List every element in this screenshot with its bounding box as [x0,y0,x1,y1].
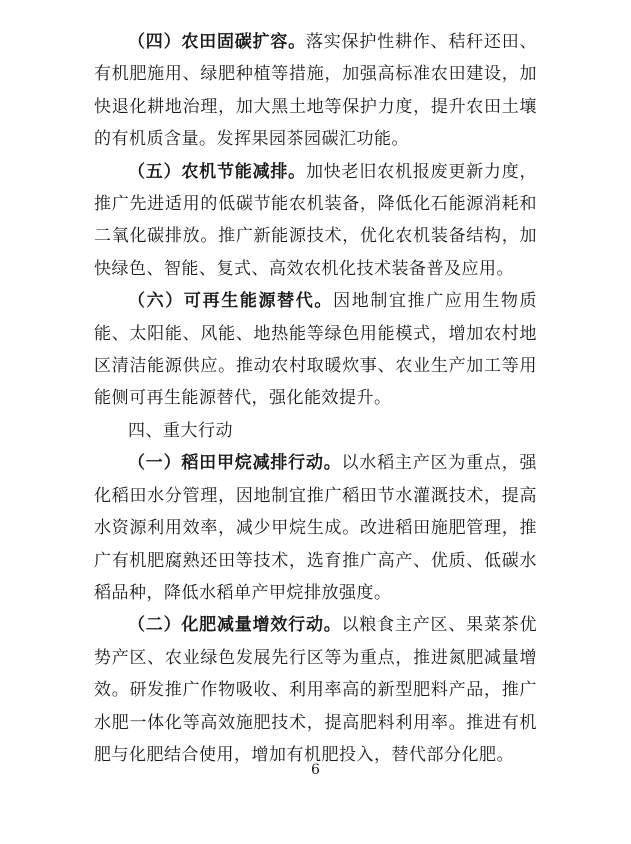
paragraph-body: 落实保护性耕作、秸秆还田、有机肥施用、绿肥种植等措施，加强高标准农田建设，加快退化耕地治理，加大黑土地等保护力度，提升农田土壤的有机质含量。发挥果园茶园碳汇功能。 [94,32,538,150]
paragraph-heading: （五）农机节能减排。 [128,161,306,182]
section-title: 四、重大行动 [128,420,233,441]
paragraph-heading: （六）可再生能源替代。 [128,291,334,312]
paragraph-body: 加快老旧农机报废更新力度，推广先进适用的低碳节能农机装备，降低化石能源消耗和二氧化碳排放。推广新能源技术，优化农机装备结构，加快绿色、智能、复式、高效农机化技术装备普及应用。 [94,161,538,279]
document-page [94,26,537,771]
paragraph-heading: （二）化肥减量增效行动。 [128,615,342,636]
paragraph-heading: （四）农田固碳扩容。 [128,32,306,52]
paragraph-rice-methane [94,447,537,609]
page-number: 6 [311,762,320,778]
paragraph-heading: （一）稻田甲烷减排行动。 [128,453,342,474]
paragraph-body: 因地制宜推广应用生物质能、太阳能、风能、地热能等绿色用能模式，增加农村地区清洁能源供应。推动农村取暖炊事、农业生产加工等用能侧可再生能源替代，强化能效提升。 [94,291,538,409]
paragraph-renewable-energy [94,285,537,415]
paragraph-farmland-carbon [94,26,537,156]
paragraph-fertilizer-reduction [94,609,537,771]
paragraph-body: 以粮食主产区、果菜茶优势产区、农业绿色发展先行区等为重点，推进氮肥减量增效。研发推广作物吸收、利用率高的新型肥料产品，推广水肥一体化等高效施肥技术，提高肥料利用率。推进有机肥与化肥结合使用，增加有机肥投入，替代部分化肥。 [94,615,538,765]
paragraph-body: 以水稻主产区为重点，强化稻田水分管理，因地制宜推广稻田节水灌溉技术，提高水资源利用效率，减少甲烷生成。改进稻田施肥管理，推广有机肥腐熟还田等技术，选育推广高产、优质、低碳水稻品种，降低水稻单产甲烷排放强度。 [94,453,538,603]
paragraph-farm-machinery [94,156,537,286]
